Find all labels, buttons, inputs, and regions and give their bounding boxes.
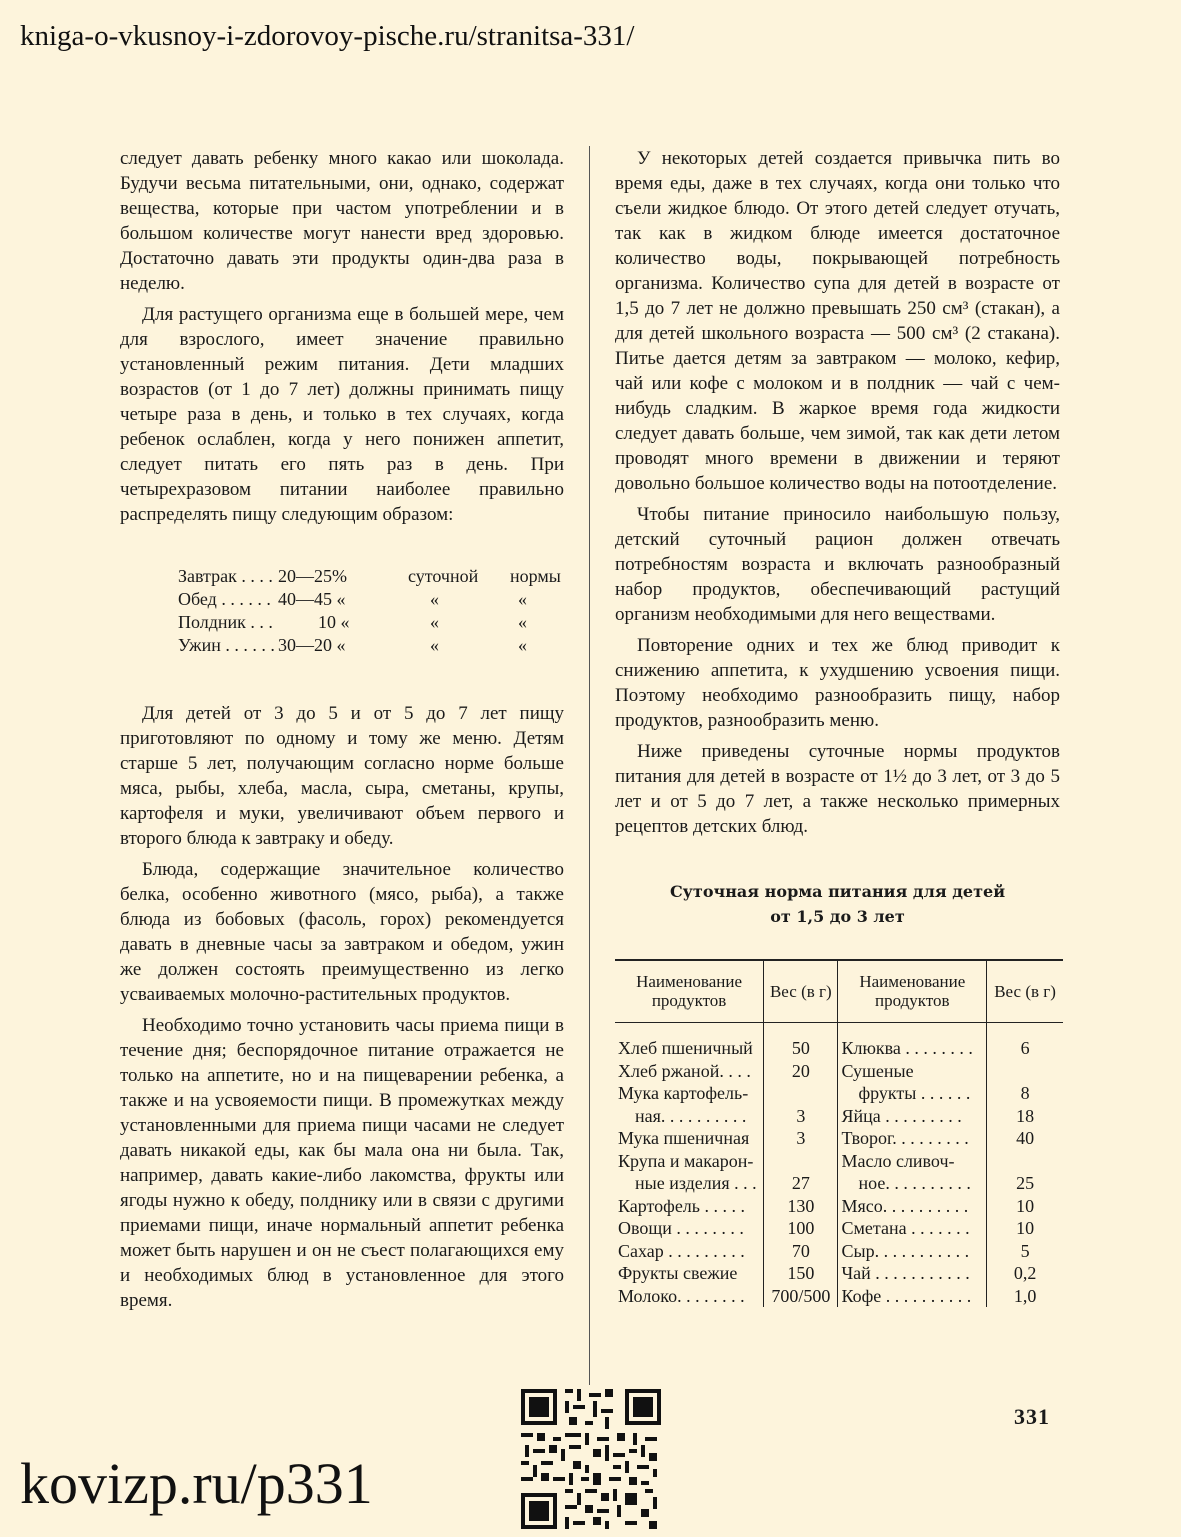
product-name: Крупа и макарон- <box>615 1150 764 1173</box>
table-row <box>615 1195 1063 1218</box>
meal-daily: суточной <box>408 566 479 586</box>
meal-daily: « <box>430 589 439 609</box>
product-weight: 700/500 <box>764 1285 838 1308</box>
product-name: Чай . . . . . . . . . . . <box>838 1262 987 1285</box>
product-name: Мясо. . . . . . . . . . <box>838 1195 987 1218</box>
product-name: Фрукты свежие <box>615 1262 764 1285</box>
product-name: Сушеные <box>838 1060 987 1083</box>
meal-row <box>178 634 561 657</box>
product-weight <box>987 1060 1063 1083</box>
meal-daily: « <box>430 612 439 632</box>
product-name: Сыр. . . . . . . . . . . <box>838 1240 987 1263</box>
spacer-cell <box>838 1023 987 1038</box>
paragraph: У некоторых детей создается привычка пить во время еды, даже в тех случаях, когда они только что съели жидкое блюдо. От этого детей следует отучать, так как в жидком блюде имеется достаточное количество воды, покрывающей потребность организма. Количество супа для детей в возрасте от 1,5 до 7 лет не должно превышать 250 см³ (стакан), а для детей школьного возраста — 500 см³ (2 стакана). Питье дается детям за завтраком — молоко, кефир, чай или кофе с молоком и в полдник — чай с чем-нибудь сладким. В жаркое время года жидкости следует давать больше, чем зимой, так как дети летом проводят много времени в движении и теряют довольно большое количество воды на потоотделение. <box>615 148 1060 494</box>
table-spacer <box>615 1023 1063 1038</box>
short-url[interactable]: kovizp.ru/p331 <box>20 1451 373 1516</box>
daily-norm-table <box>615 959 1063 1307</box>
meal-name: Обед . . . . . . <box>178 589 271 609</box>
qr-code-image <box>517 1385 665 1533</box>
meal-percent: 30—20 « <box>278 635 346 655</box>
product-name: Сахар . . . . . . . . . <box>615 1240 764 1263</box>
product-name: Молоко. . . . . . . . <box>615 1285 764 1308</box>
table-title-line: Суточная норма питания для детей <box>669 882 1006 901</box>
meal-row <box>178 611 561 634</box>
table-row <box>615 1150 1063 1173</box>
table-row <box>615 1127 1063 1150</box>
meal-name: Ужин . . . . . . <box>178 635 275 655</box>
table-row <box>615 1262 1063 1285</box>
table-header-row <box>615 960 1063 1023</box>
product-name: ные изделия . . . <box>615 1172 764 1195</box>
table-row <box>615 1240 1063 1263</box>
product-weight: 1,0 <box>1013 1285 1037 1306</box>
product-weight: 20 <box>764 1060 838 1083</box>
product-name: Масло сливоч- <box>838 1150 987 1173</box>
product-name: Творог. . . . . . . . . <box>838 1127 987 1150</box>
paragraph: Блюда, содержащие значительное количество белка, особенно животного (мясо, рыба), а также блюда из бобовых (фасоль, горох) рекомендуется давать в дневные часы за завтраком и обедом, ужин же должен состоять преимущественно из легко усваиваемых молочно-растительных продуктов. <box>120 859 564 1005</box>
product-weight: 25 <box>1016 1173 1035 1193</box>
product-weight <box>764 1150 838 1173</box>
table-row <box>615 1082 1063 1105</box>
meal-percent: 40—45 « <box>278 589 346 609</box>
meal-percent: 20—25% <box>278 566 347 586</box>
left-column <box>120 146 564 1319</box>
column-header-weight: Вес (в г) <box>764 960 838 1023</box>
source-url[interactable]: kniga-o-vkusnoy-i-zdorovoy-pische.ru/stranitsa-331/ <box>20 20 635 52</box>
paragraph: Для детей от 3 до 5 и от 5 до 7 лет пищу приготовляют по одному и тому же меню. Детям старше 5 лет, получающим согласно норме больше мяса, рыбы, хлеба, масла, сыра, сметаны, крупы, картофеля и муки, увеличивают объем первого и второго блюда к завтраку и обеду. <box>120 703 564 849</box>
column-header-weight: Вес (в г) <box>987 960 1063 1023</box>
paragraph: Чтобы питание приносило наибольшую пользу, детский суточный рацион должен отвечать потребностям возраста и включать разнообразный набор продуктов, обеспечивающий растущий организм необходимыми для него веществами. <box>615 504 1060 625</box>
qr-code[interactable] <box>517 1385 665 1533</box>
product-weight: 3 <box>764 1105 838 1128</box>
product-weight: 40 <box>1016 1128 1035 1148</box>
paragraph: Повторение одних и тех же блюд приводит к снижению аппетита, к ухудшению усвоения пищи. Поэтому необходимо разнообразить пищу, набор продуктов, разнообразить меню. <box>615 635 1060 731</box>
product-name: Мука картофель- <box>615 1082 764 1105</box>
product-weight <box>987 1150 1063 1173</box>
meal-norm: « <box>518 635 527 655</box>
paragraph: Необходимо точно установить часы приема пищи в течение дня; беспорядочное питание отражается не только на аппетите, но и на пищеварении ребенка, а также и на усвояемости пищи. В промежутках между установленными для приема пищи часами не следует давать никакой еды, как бы мала она ни была. Так, например, давать какие-либо лакомства, фрукты или ягоды нужно к обеду, полднику или в связи с другими приемами пищи, иначе нормальный аппетит ребенка может быть нарушен и он не съест полагающихся ему и необходимых блюд в установленное для этого время. <box>120 1015 564 1311</box>
product-weight: 10 <box>1016 1195 1035 1216</box>
table-title <box>615 879 1060 929</box>
meal-norm: « <box>518 589 527 609</box>
product-weight: 150 <box>764 1262 838 1285</box>
product-weight: 0,2 <box>1013 1263 1037 1283</box>
meal-daily: « <box>430 635 439 655</box>
page-number: 331 <box>1014 1404 1050 1429</box>
spacer-cell <box>987 1023 1063 1038</box>
paragraph: следует давать ребенку много какао или шоколада. Будучи весьма питательными, они, однако, содержат вещества, которые при частом употреблении и в большом количестве могут нанести вред здоровью. Достаточно давать эти продукты один-два раза в неделю. <box>120 148 564 294</box>
product-name: Яйца . . . . . . . . . <box>838 1105 987 1128</box>
meal-norm: нормы <box>510 566 561 586</box>
product-name: Кофе . . . . . . . . . . <box>838 1285 987 1308</box>
table-row <box>615 1037 1063 1060</box>
product-weight: 27 <box>764 1172 838 1195</box>
column-header-name: Наименование продуктов <box>838 960 987 1023</box>
column-header-name: Наименование продуктов <box>615 960 764 1023</box>
product-weight: 10 <box>1016 1218 1035 1238</box>
product-name: Овощи . . . . . . . . <box>615 1217 764 1240</box>
meal-norm: « <box>518 612 527 632</box>
product-name: Сметана . . . . . . . <box>838 1217 987 1240</box>
spacer-cell <box>615 1023 764 1038</box>
product-weight: 50 <box>764 1037 838 1060</box>
product-weight: 5 <box>1020 1240 1030 1261</box>
product-name: Клюква . . . . . . . . <box>838 1037 987 1060</box>
column-divider <box>589 146 590 1386</box>
product-name: Мука пшеничная <box>615 1127 764 1150</box>
meal-name: Завтрак . . . . <box>178 566 273 586</box>
meal-distribution <box>178 565 561 657</box>
product-name: Хлеб пшеничный <box>615 1037 764 1060</box>
table-body <box>615 1023 1063 1308</box>
table-row <box>615 1105 1063 1128</box>
spacer-cell <box>764 1023 838 1038</box>
meal-percent: 10 « <box>318 612 350 632</box>
product-name: Хлеб ржаной. . . . <box>615 1060 764 1083</box>
product-weight: 3 <box>764 1127 838 1150</box>
table-row <box>615 1060 1063 1083</box>
product-weight: 6 <box>1020 1038 1030 1058</box>
table-row <box>615 1285 1063 1308</box>
table-row <box>615 1217 1063 1240</box>
product-weight: 18 <box>1016 1105 1035 1126</box>
meal-name: Полдник . . . <box>178 612 273 632</box>
product-name: Картофель . . . . . <box>615 1195 764 1218</box>
product-weight: 130 <box>764 1195 838 1218</box>
product-weight <box>764 1082 838 1105</box>
product-name: ное. . . . . . . . . . <box>838 1172 987 1195</box>
paragraph: Ниже приведены суточные нормы продуктов питания для детей в возрасте от 1½ до 3 лет, от 3 до 5 лет и от 5 до 7 лет, а также несколько примерных рецептов детских блюд. <box>615 741 1060 837</box>
meal-row <box>178 588 561 611</box>
product-weight: 70 <box>764 1240 838 1263</box>
table-title-line: от 1,5 до 3 лет <box>770 907 905 926</box>
right-column <box>615 146 1060 1307</box>
product-weight: 100 <box>764 1217 838 1240</box>
product-weight: 8 <box>1020 1083 1030 1103</box>
meal-row <box>178 565 561 588</box>
product-name: фрукты . . . . . . <box>838 1082 987 1105</box>
product-name: ная. . . . . . . . . . <box>615 1105 764 1128</box>
paragraph: Для растущего организма еще в большей мере, чем для взрослого, имеет значение правильно установленный режим питания. Дети младших возрастов (от 1 до 7 лет) должны принимать пищу четыре раза в день, и только в тех случаях, когда ребенок ослаблен, когда у него понижен аппетит, следует питать его пять раз в день. При четырехразовом питании наиболее правильно распределять пищу следующим образом: <box>120 304 564 525</box>
table-row <box>615 1172 1063 1195</box>
